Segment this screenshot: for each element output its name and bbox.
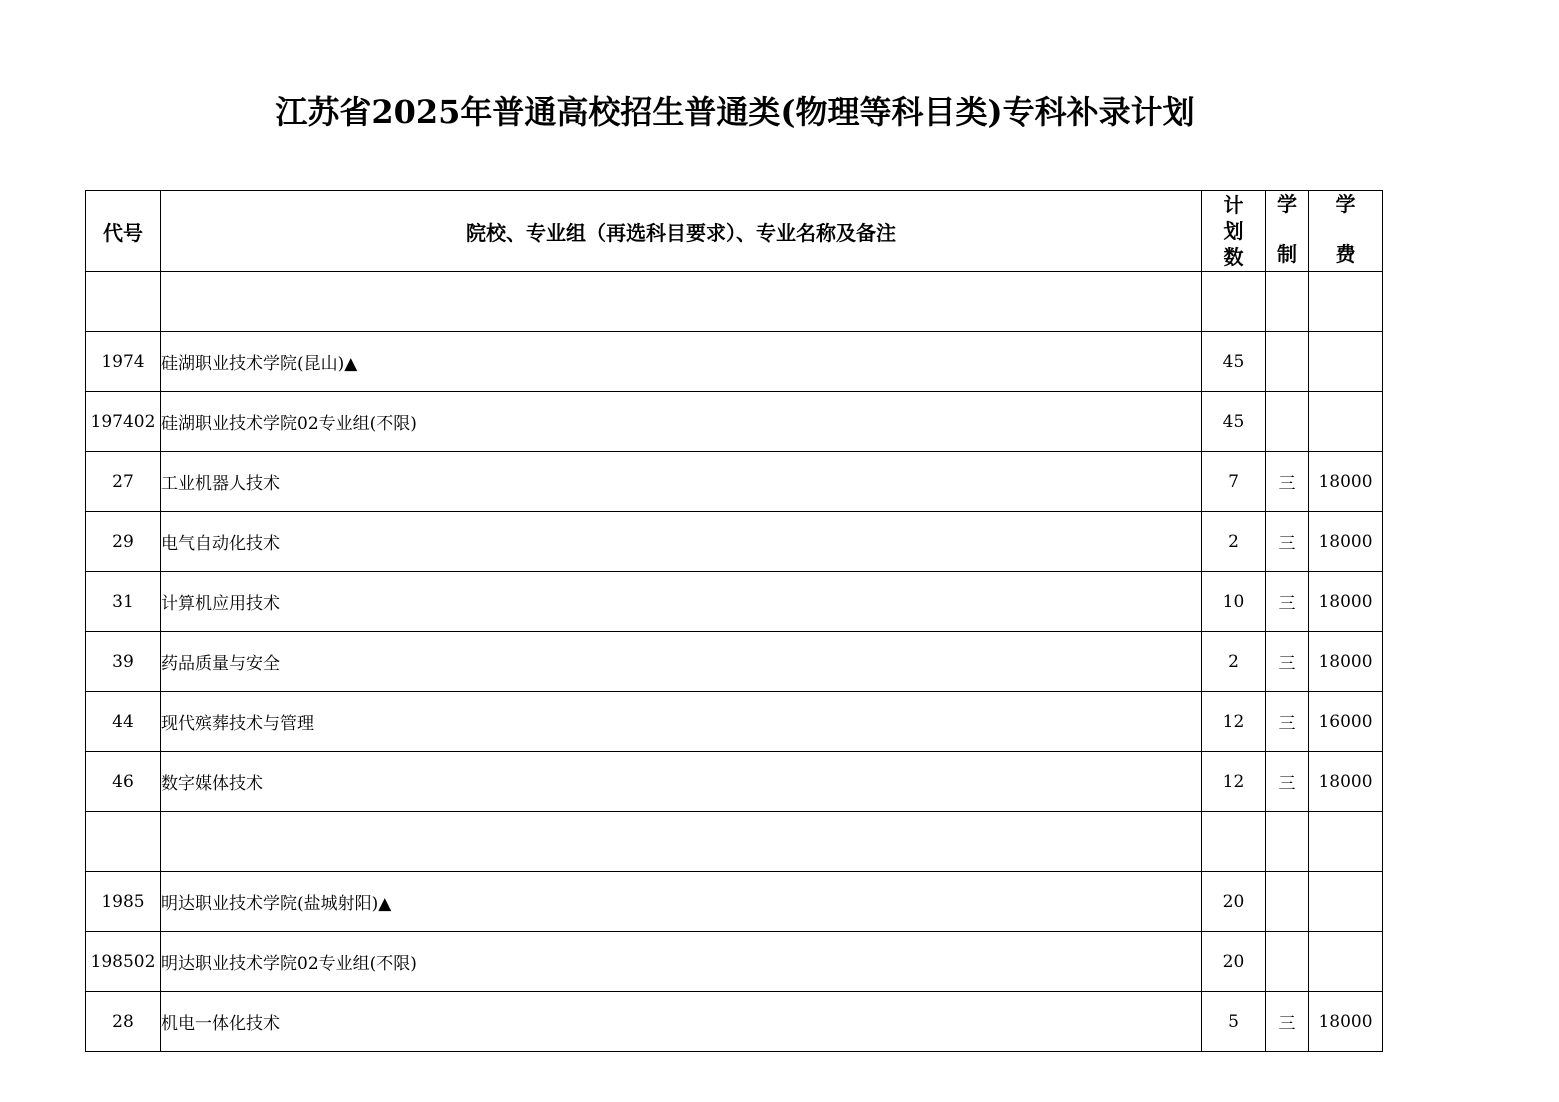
row-plan bbox=[1202, 812, 1266, 872]
row-plan: 20 bbox=[1202, 872, 1266, 932]
row-system bbox=[1266, 872, 1309, 932]
row-fee: 18000 bbox=[1309, 752, 1383, 812]
row-system bbox=[1266, 932, 1309, 992]
header-system bbox=[1266, 191, 1309, 272]
header-name: 院校、专业组（再选科目要求）、专业名称及备注 bbox=[161, 191, 1202, 272]
row-code: 198502 bbox=[86, 932, 161, 992]
row-plan: 45 bbox=[1202, 392, 1266, 452]
row-code: 44 bbox=[86, 692, 161, 752]
row-fee: 16000 bbox=[1309, 692, 1383, 752]
header-plan-char-2: 划 bbox=[1223, 219, 1244, 243]
row-system: 三 bbox=[1266, 572, 1309, 632]
header-plan bbox=[1202, 191, 1266, 272]
row-fee bbox=[1309, 872, 1383, 932]
table-row bbox=[86, 692, 1383, 752]
row-plan: 5 bbox=[1202, 992, 1266, 1052]
row-plan: 20 bbox=[1202, 932, 1266, 992]
table-row bbox=[86, 992, 1383, 1052]
row-plan: 7 bbox=[1202, 452, 1266, 512]
row-plan: 45 bbox=[1202, 332, 1266, 392]
row-name: 硅湖职业技术学院(昆山)▲ bbox=[161, 332, 1202, 392]
row-code bbox=[86, 272, 161, 332]
row-name: 机电一体化技术 bbox=[161, 992, 1202, 1052]
row-system bbox=[1266, 332, 1309, 392]
header-fee-char-1: 学 bbox=[1335, 192, 1356, 216]
row-system: 三 bbox=[1266, 692, 1309, 752]
row-system: 三 bbox=[1266, 452, 1309, 512]
row-plan: 12 bbox=[1202, 752, 1266, 812]
table-row bbox=[86, 572, 1383, 632]
row-name bbox=[161, 812, 1202, 872]
header-system-char-1: 学 bbox=[1277, 192, 1297, 216]
row-system: 三 bbox=[1266, 632, 1309, 692]
header-fee bbox=[1309, 191, 1383, 272]
table-row bbox=[86, 872, 1383, 932]
row-fee bbox=[1309, 332, 1383, 392]
table-row bbox=[86, 752, 1383, 812]
row-system bbox=[1266, 392, 1309, 452]
row-fee: 18000 bbox=[1309, 572, 1383, 632]
row-system bbox=[1266, 812, 1309, 872]
header-system-char-2: 制 bbox=[1277, 242, 1297, 266]
row-name: 电气自动化技术 bbox=[161, 512, 1202, 572]
row-fee: 18000 bbox=[1309, 512, 1383, 572]
row-code: 29 bbox=[86, 512, 161, 572]
row-fee bbox=[1309, 932, 1383, 992]
row-fee: 18000 bbox=[1309, 632, 1383, 692]
header-plan-char-1: 计 bbox=[1223, 193, 1244, 217]
enrollment-plan-table bbox=[85, 190, 1383, 1052]
row-plan: 12 bbox=[1202, 692, 1266, 752]
row-system: 三 bbox=[1266, 512, 1309, 572]
row-plan: 2 bbox=[1202, 512, 1266, 572]
row-system: 三 bbox=[1266, 992, 1309, 1052]
row-code: 197402 bbox=[86, 392, 161, 452]
row-name: 明达职业技术学院02专业组(不限) bbox=[161, 932, 1202, 992]
table-row bbox=[86, 272, 1383, 332]
row-plan: 2 bbox=[1202, 632, 1266, 692]
row-fee bbox=[1309, 272, 1383, 332]
row-name: 计算机应用技术 bbox=[161, 572, 1202, 632]
row-name: 药品质量与安全 bbox=[161, 632, 1202, 692]
row-system: 三 bbox=[1266, 752, 1309, 812]
table-row bbox=[86, 632, 1383, 692]
row-name: 数字媒体技术 bbox=[161, 752, 1202, 812]
table-row bbox=[86, 392, 1383, 452]
page-title: 江苏省2025年普通高校招生普通类(物理等科目类)专科补录计划 bbox=[275, 93, 1195, 131]
table-row bbox=[86, 332, 1383, 392]
header-fee-char-2: 费 bbox=[1335, 242, 1356, 266]
row-code: 31 bbox=[86, 572, 161, 632]
row-code: 1974 bbox=[86, 332, 161, 392]
row-plan: 10 bbox=[1202, 572, 1266, 632]
table-row bbox=[86, 812, 1383, 872]
row-code: 39 bbox=[86, 632, 161, 692]
table-row bbox=[86, 452, 1383, 512]
row-name: 工业机器人技术 bbox=[161, 452, 1202, 512]
table-row bbox=[86, 932, 1383, 992]
row-system bbox=[1266, 272, 1309, 332]
row-fee: 18000 bbox=[1309, 452, 1383, 512]
header-plan-char-3: 数 bbox=[1223, 245, 1244, 269]
row-fee: 18000 bbox=[1309, 992, 1383, 1052]
row-code: 28 bbox=[86, 992, 161, 1052]
row-code: 1985 bbox=[86, 872, 161, 932]
row-code bbox=[86, 812, 161, 872]
table-row bbox=[86, 512, 1383, 572]
row-name: 硅湖职业技术学院02专业组(不限) bbox=[161, 392, 1202, 452]
row-fee bbox=[1309, 392, 1383, 452]
header-code: 代号 bbox=[86, 191, 161, 272]
row-name: 现代殡葬技术与管理 bbox=[161, 692, 1202, 752]
row-code: 27 bbox=[86, 452, 161, 512]
row-name bbox=[161, 272, 1202, 332]
row-code: 46 bbox=[86, 752, 161, 812]
row-fee bbox=[1309, 812, 1383, 872]
table-header-row bbox=[86, 191, 1383, 272]
row-plan bbox=[1202, 272, 1266, 332]
row-name: 明达职业技术学院(盐城射阳)▲ bbox=[161, 872, 1202, 932]
